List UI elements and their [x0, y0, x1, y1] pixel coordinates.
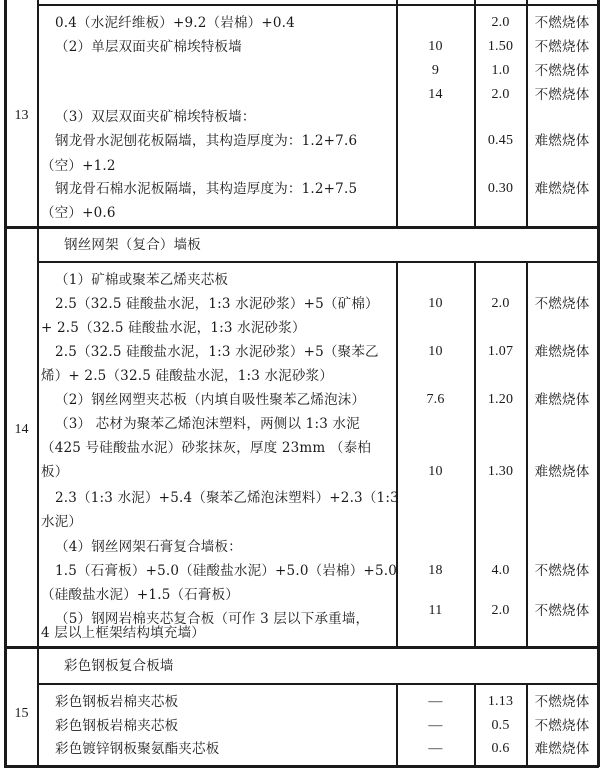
- description-line: （3）双层双面夹矿棉埃特板墙：: [55, 109, 256, 125]
- divider-limit-col: [474, 261, 476, 647]
- thickness-value: 9: [431, 63, 440, 78]
- table-top-rule: [37, 4, 599, 6]
- fire-limit-value: 2.0: [491, 87, 510, 102]
- row-index: 14: [14, 422, 29, 437]
- combustibility-class: 难燃烧体: [534, 133, 590, 149]
- fire-limit-value: 1.30: [487, 464, 514, 479]
- row-14-header-rule: [37, 261, 599, 263]
- combustibility-class: 不燃烧体: [534, 603, 590, 619]
- divider-thickness-col: [396, 0, 398, 227]
- table-border-right: [597, 0, 600, 767]
- combustibility-class: 不燃烧体: [534, 694, 590, 710]
- description-line: 钢龙骨石棉水泥板隔墙，其构造厚度为：1.2+7.5: [55, 181, 358, 197]
- section-header: 钢丝网架（复合）墙板: [64, 237, 201, 253]
- thickness-value: 10: [428, 344, 443, 359]
- section-header: 彩色钢板复合板墙: [64, 658, 174, 674]
- thickness-value: 10: [428, 296, 443, 311]
- fire-limit-value: 0.6: [491, 741, 510, 756]
- description-line: 水泥）: [41, 514, 83, 530]
- description-line: 烯）+ 2.5（32.5 硅酸盐水泥，1:3 水泥砂浆）: [41, 368, 334, 384]
- description-line: 彩色镀锌钢板聚氨酯夹芯板: [55, 741, 220, 757]
- fire-limit-value: 2.0: [491, 603, 510, 618]
- thickness-value: —: [428, 694, 443, 709]
- description-line: （硅酸盐水泥）+1.5（石膏板）: [41, 587, 239, 603]
- description-line: 4 层以上框架结构填充墙）: [41, 625, 205, 641]
- description-line: 2.3（1:3 水泥）+5.4（聚苯乙烯泡沫塑料）+2.3（1:3: [55, 490, 399, 506]
- thickness-value: 7.6: [426, 392, 445, 407]
- description-line: （2）钢丝网塑夹芯板（内填自吸性聚苯乙烯泡沫）: [55, 392, 366, 408]
- row-index: 13: [14, 108, 29, 123]
- row-13-bottom-rule: [4, 226, 599, 229]
- description-line: 彩色钢板岩棉夹芯板: [55, 718, 179, 734]
- fire-limit-value: 2.0: [491, 15, 510, 30]
- description-line: 板）: [41, 464, 69, 480]
- thickness-value: 18: [428, 563, 443, 578]
- description-line: （1）矿棉或聚苯乙烯夹芯板: [55, 272, 229, 288]
- combustibility-class: 不燃烧体: [534, 39, 590, 55]
- description-line: + 2.5（32.5 硅酸盐水泥，1:3 水泥砂浆）: [41, 320, 306, 336]
- thickness-value: 10: [428, 464, 443, 479]
- combustibility-class: 不燃烧体: [534, 718, 590, 734]
- row-15-header-rule: [37, 683, 599, 685]
- fire-limit-value: 4.0: [491, 563, 510, 578]
- description-line: （3） 芯材为聚苯乙烯泡沫塑料，两侧以 1:3 水泥: [55, 416, 360, 432]
- row-14-bottom-rule: [4, 646, 599, 649]
- thickness-value: 10: [428, 39, 443, 54]
- fire-limit-value: 1.13: [487, 694, 514, 709]
- description-line: （5）钢网岩棉夹芯复合板（可作 3 层以下承重墙，: [55, 611, 370, 627]
- combustibility-class: 难燃烧体: [534, 741, 590, 757]
- description-line: 彩色钢板岩棉夹芯板: [55, 694, 179, 710]
- combustibility-class: 不燃烧体: [534, 63, 590, 79]
- combustibility-class: 不燃烧体: [534, 563, 590, 579]
- fire-limit-value: 1.20: [487, 392, 514, 407]
- combustibility-class: 不燃烧体: [534, 87, 590, 103]
- fire-limit-value: 0.5: [491, 718, 510, 733]
- combustibility-class: 难燃烧体: [534, 181, 590, 197]
- row-index: 15: [14, 706, 29, 721]
- combustibility-class: 不燃烧体: [534, 15, 590, 31]
- fire-limit-value: 0.45: [487, 133, 514, 148]
- fire-limit-value: 1.50: [487, 39, 514, 54]
- fire-limit-value: 1.07: [487, 344, 514, 359]
- description-line: 0.4（水泥纤维板）+9.2（岩棉）+0.4: [55, 15, 295, 31]
- description-line: （425 号硅酸盐水泥）砂浆抹灰，厚度 23mm （泰柏: [41, 440, 372, 456]
- thickness-value: 11: [428, 603, 443, 618]
- combustibility-class: 难燃烧体: [534, 464, 590, 480]
- description-line: （空）+0.6: [41, 205, 116, 221]
- description-line: （4）钢丝网架石膏复合墙板：: [55, 539, 242, 555]
- description-line: （空）+1.2: [41, 158, 116, 174]
- description-line: 钢龙骨水泥刨花板隔墙，其构造厚度为：1.2+7.6: [55, 133, 358, 149]
- thickness-value: —: [428, 741, 443, 756]
- description-line: 2.5（32.5 硅酸盐水泥，1:3 水泥砂浆）+5（矿棉）: [55, 296, 379, 312]
- fire-limit-value: 1.0: [491, 63, 510, 78]
- combustibility-class: 难燃烧体: [534, 392, 590, 408]
- fire-limit-value: 0.30: [487, 181, 514, 196]
- description-line: 1.5（石膏板）+5.0（硅酸盐水泥）+5.0（岩棉）+5.0: [55, 563, 398, 579]
- divider-class-col: [526, 261, 528, 647]
- description-line: 2.5（32.5 硅酸盐水泥，1:3 水泥砂浆）+5（聚苯乙: [55, 344, 379, 360]
- combustibility-class: 不燃烧体: [534, 296, 590, 312]
- table-bottom-rule: [4, 765, 599, 768]
- fire-limit-value: 2.0: [491, 296, 510, 311]
- thickness-value: 14: [428, 87, 443, 102]
- description-line: （2）单层双面夹矿棉埃特板墙: [55, 39, 242, 55]
- divider-thickness-col: [396, 261, 398, 647]
- thickness-value: —: [428, 718, 443, 733]
- combustibility-class: 难燃烧体: [534, 344, 590, 360]
